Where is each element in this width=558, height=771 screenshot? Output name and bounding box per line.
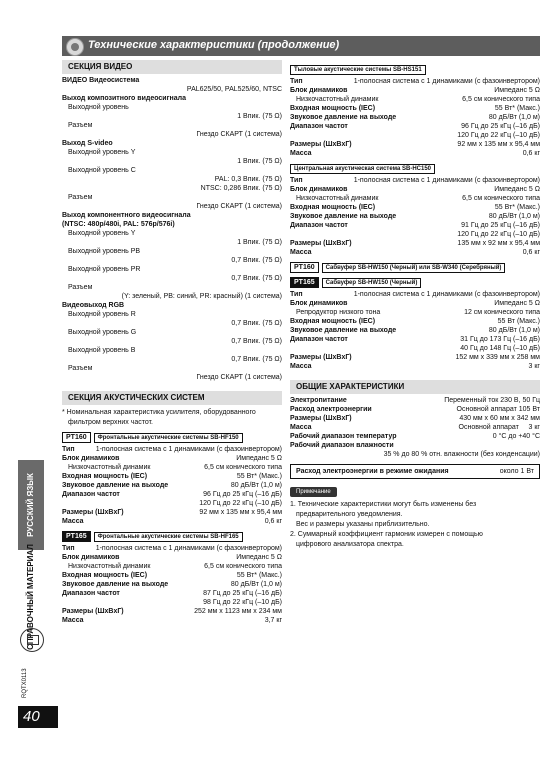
dim-label: Размеры (ШxВxГ) (290, 141, 352, 148)
language-label: РУССКИЙ ЯЗЫК (26, 473, 35, 537)
woofer-value: 6,5 см конического типа (204, 563, 282, 570)
general-section-title: ОБЩИЕ ХАРАКТЕРИСТИКИ (290, 380, 540, 394)
type-value: 1-полосная система с 1 динамиками (с фазоинвертором) (353, 177, 540, 184)
freq-value: 31 Гц до 173 Гц (–16 дБ) (460, 336, 540, 343)
power-supply-value: Переменный ток 230 В, 50 Гц (444, 397, 540, 404)
freq-value: 96 Гц до 25 кГц (–16 дБ) (203, 491, 282, 498)
power-label: Входная мощность (IEC) (290, 318, 376, 325)
front2-title: Фронтальные акустические системы SB-HF165 (94, 532, 243, 542)
dim-value: 135 мм x 92 мм x 95,4 мм (457, 240, 540, 247)
power-value: 55 Вт* (Макс.) (236, 473, 282, 480)
side-tab (18, 460, 44, 690)
spl-value: 80 дБ/Вт (1,0 м) (230, 482, 282, 489)
woofer-label: Репродуктор низкого тона (296, 309, 381, 316)
power-value: 55 Вт* (Макс.) (494, 204, 540, 211)
svideo-c-label: Выходной уровень C (68, 167, 136, 174)
woofer-value: 6,5 см конического типа (462, 195, 540, 202)
rgb-b-label: Выходной уровень B (68, 347, 136, 354)
spl-label: Звуковое давление на выходе (290, 327, 397, 334)
svideo-y-value: 1 Впик. (75 Ω) (237, 158, 282, 165)
power-label: Входная мощность (IEC) (290, 105, 376, 112)
woofer-value: 12 см конического типа (464, 309, 540, 316)
composite-title: Выход композитного видеосигнала (62, 95, 186, 102)
note-1-cont: Вес и размеры указаны приблизительно. (296, 521, 430, 528)
spl-label: Звуковое давление на выходе (290, 213, 397, 220)
dim-value: 92 мм x 135 мм x 95,4 мм (457, 141, 540, 148)
spl-label: Звуковое давление на выходе (290, 114, 397, 121)
video-system-value: PAL625/50, PAL525/60, NTSC (186, 86, 282, 93)
freq-value: 87 Гц до 25 кГц (–16 дБ) (203, 590, 282, 597)
type-label: Тип (290, 177, 303, 184)
dim-label: Размеры (ШxВxГ) (62, 509, 124, 516)
driver-value: Импеданс 5 Ω (494, 300, 540, 307)
surround-title: Тыловые акустические системы SB-HS151 (290, 65, 426, 75)
note-1-cont: предварительного уведомления. (296, 511, 403, 518)
standby-value: около 1 Вт (499, 468, 534, 475)
freq-label: Диапазон частот (290, 336, 348, 343)
svideo-c-ntsc: NTSC: 0,286 Впик. (75 Ω) (200, 185, 282, 192)
model-tag: PT165 (62, 531, 91, 542)
sub-heading-2 (290, 277, 540, 288)
video-section-title: СЕКЦИЯ ВИДЕО (62, 60, 282, 74)
dim-value: 430 мм x 60 мм x 342 мм (459, 415, 540, 422)
mass-label: Масса (290, 363, 312, 370)
spl-value: 80 дБ/Вт (1,0 м) (488, 327, 540, 334)
sub-title-2: Сабвуфер SB-HW150 (Черный) (322, 278, 422, 288)
driver-label: Блок динамиков (62, 455, 120, 462)
language-tab (18, 460, 44, 550)
power-value: 55 Вт* (Макс.) (494, 105, 540, 112)
svideo-title: Выход S-video (62, 140, 113, 147)
page-number: 40 (18, 706, 58, 728)
type-label: Тип (290, 78, 303, 85)
woofer-value: 6,5 см конического типа (462, 96, 540, 103)
note-2-cont: цифрового анализатора спектра. (296, 541, 404, 548)
sub-title-1: Сабвуфер SB-HW150 (Черный) или SB-W340 (Серебряный) (322, 263, 506, 273)
component-sub: (NTSC: 480p/480i, PAL: 576p/576i) (62, 221, 175, 228)
svideo-y-label: Выходной уровень Y (68, 149, 136, 156)
mass-value: 3 кг (528, 424, 540, 431)
standby-box (290, 464, 540, 479)
freq-label: Диапазон частот (62, 491, 120, 498)
mass-label: Масса (62, 617, 84, 624)
mass-label: Масса (290, 424, 312, 431)
spl-value: 80 дБ/Вт (1,0 м) (488, 213, 540, 220)
rgb-r-value: 0,7 Впик. (75 Ω) (231, 320, 282, 327)
svideo-conn-label: Разъем (68, 194, 93, 201)
component-pr-label: Выходной уровень PR (68, 266, 141, 273)
driver-value: Импеданс 5 Ω (236, 455, 282, 462)
driver-value: Импеданс 5 Ω (494, 87, 540, 94)
dim-value: 92 мм x 135 мм x 95,4 мм (199, 509, 282, 516)
acoustic-note-1: * Номинальная характеристика усилителя, оборудованного (62, 409, 256, 416)
reference-label: СПРАВОЧНЫЙ МАТЕРИАЛ (26, 544, 35, 650)
rgb-r-label: Выходной уровень R (68, 311, 136, 318)
type-label: Тип (62, 446, 75, 453)
rgb-b-value: 0,7 Впик. (75 Ω) (231, 356, 282, 363)
power-label: Входная мощность (IEC) (62, 572, 148, 579)
freq-value: 120 Гц до 22 кГц (–10 дБ) (457, 132, 540, 139)
model-tag: PT165 (290, 277, 319, 288)
component-pr-value: 0,7 Впик. (75 Ω) (231, 275, 282, 282)
component-y-value: 1 Впик. (75 Ω) (237, 239, 282, 246)
type-value: 1-полосная система с 1 динамиками (с фазоинвертором) (95, 446, 282, 453)
type-label: Тип (62, 545, 75, 552)
power-label: Входная мощность (IEC) (290, 204, 376, 211)
component-conn-label: Разъем (68, 284, 93, 291)
front2-heading (62, 531, 282, 542)
rgb-conn-value: Гнездо СКАРТ (1 система) (196, 374, 282, 381)
freq-value: 98 Гц до 22 кГц (–10 дБ) (203, 599, 282, 606)
mass-value: 0,6 кг (522, 249, 540, 256)
acoustic-note-2: фильтром верхних частот. (68, 419, 153, 426)
model-tag: PT160 (62, 432, 91, 443)
humidity-value: 35 % до 80 % отн. влажности (без конденсации) (383, 451, 540, 458)
temp-label: Рабочий диапазон температур (290, 433, 397, 440)
mass-value: 0,6 кг (264, 518, 282, 525)
freq-label: Диапазон частот (62, 590, 120, 597)
power-value: 55 Вт* (Макс.) (236, 572, 282, 579)
rgb-g-value: 0,7 Впик. (75 Ω) (231, 338, 282, 345)
right-column (290, 60, 540, 550)
center-heading (290, 163, 540, 174)
dim-value: 152 мм x 339 мм x 258 мм (455, 354, 540, 361)
freq-value: 120 Гц до 22 кГц (–10 дБ) (199, 500, 282, 507)
dim-label: Размеры (ШxВxГ) (290, 240, 352, 247)
dim-label: Размеры (ШxВxГ) (290, 415, 352, 422)
component-y-label: Выходной уровень Y (68, 230, 136, 237)
power-label: Входная мощность (IEC) (62, 473, 148, 480)
consumption-label: Расход электроэнергии (290, 406, 372, 413)
woofer-label: Низкочастотный динамик (296, 195, 379, 202)
video-system-label: ВИДЕО Видеосистема (62, 77, 140, 84)
component-title: Выход компонентного видеосигнала (62, 212, 191, 219)
rgb-conn-label: Разъем (68, 365, 93, 372)
woofer-label: Низкочастотный динамик (68, 563, 151, 570)
note-1: 1. Технические характеристики могут быть изменены без (290, 501, 477, 508)
mass-value: 0,6 кг (522, 150, 540, 157)
component-pb-label: Выходной уровень PB (68, 248, 141, 255)
dim-value: 252 мм x 1123 мм x 234 мм (194, 608, 282, 615)
composite-conn-label: Разъем (68, 122, 93, 129)
svideo-c-pal: PAL: 0,3 Впик. (75 Ω) (214, 176, 282, 183)
mass-label: Масса (62, 518, 84, 525)
type-value: 1-полосная система с 1 динамиками (с фазоинвертором) (95, 545, 282, 552)
acoustic-section-title: СЕКЦИЯ АКУСТИЧЕСКИХ СИСТЕМ (62, 391, 282, 405)
page-title: Технические характеристики (продолжение) (88, 39, 340, 51)
model-tag: PT160 (290, 262, 319, 273)
mass-value: 3 кг (528, 363, 540, 370)
power-supply-label: Электропитание (290, 397, 347, 404)
center-title: Центральная акустическая система SB-HC150 (290, 164, 435, 174)
sub-heading-1 (290, 262, 540, 273)
temp-value: 0 °C до +40 °C (492, 433, 540, 440)
rgb-g-label: Выходной уровень G (68, 329, 137, 336)
driver-label: Блок динамиков (290, 300, 348, 307)
woofer-value: 6,5 см конического типа (204, 464, 282, 471)
doc-code: RQTX0113 (22, 668, 28, 698)
driver-value: Импеданс 5 Ω (494, 186, 540, 193)
dim-label: Размеры (ШxВxГ) (290, 354, 352, 361)
note-2: 2. Суммарный коэффициент гармоник измерен с помощью (290, 531, 483, 538)
spl-value: 80 дБ/Вт (1,0 м) (488, 114, 540, 121)
freq-value: 120 Гц до 22 кГц (–10 дБ) (457, 231, 540, 238)
freq-label: Диапазон частот (290, 222, 348, 229)
book-icon (20, 628, 44, 652)
humidity-label: Рабочий диапазон влажности (290, 442, 394, 449)
note-tag: Примечание (290, 487, 337, 497)
disc-icon (66, 38, 84, 56)
front1-heading (62, 432, 282, 443)
composite-conn-value: Гнездо СКАРТ (1 система) (196, 131, 282, 138)
composite-level-value: 1 Впик. (75 Ω) (237, 113, 282, 120)
component-conn-value: (Y: зеленый, PB: синий, PR: красный) (1 система) (121, 293, 282, 300)
dim-label: Размеры (ШxВxГ) (62, 608, 124, 615)
mass-label: Масса (290, 150, 312, 157)
woofer-label: Низкочастотный динамик (68, 464, 151, 471)
rgb-title: Видеовыход RGB (62, 302, 125, 309)
mass-value: 3,7 кг (264, 617, 282, 624)
freq-label: Диапазон частот (290, 123, 348, 130)
left-column (62, 60, 282, 626)
driver-label: Блок динамиков (290, 186, 348, 193)
driver-value: Импеданс 5 Ω (236, 554, 282, 561)
consumption-value: Основной аппарат 105 Вт (456, 406, 540, 413)
spl-label: Звуковое давление на выходе (62, 581, 169, 588)
driver-label: Блок динамиков (290, 87, 348, 94)
mass-label: Масса (290, 249, 312, 256)
freq-value: 91 Гц до 25 кГц (–16 дБ) (461, 222, 540, 229)
section-header (62, 36, 540, 56)
component-pb-value: 0,7 Впик. (75 Ω) (231, 257, 282, 264)
type-value: 1-полосная система с 1 динамиками (с фазоинвертором) (353, 78, 540, 85)
power-value: 55 Вт (Макс.) (497, 318, 540, 325)
surround-heading (290, 64, 540, 75)
mass-value: Основной аппарат (458, 424, 519, 431)
front1-title: Фронтальные акустические системы SB-HF150 (94, 433, 243, 443)
driver-label: Блок динамиков (62, 554, 120, 561)
freq-value: 40 Гц до 148 Гц (–10 дБ) (460, 345, 540, 352)
freq-value: 96 Гц до 25 кГц (–16 дБ) (461, 123, 540, 130)
spl-value: 80 дБ/Вт (1,0 м) (230, 581, 282, 588)
svideo-conn-value: Гнездо СКАРТ (1 система) (196, 203, 282, 210)
composite-level-label: Выходной уровень (68, 104, 129, 111)
woofer-label: Низкочастотный динамик (296, 96, 379, 103)
type-label: Тип (290, 291, 303, 298)
standby-label: Расход электроэнергии в режиме ожидания (296, 468, 449, 475)
spl-label: Звуковое давление на выходе (62, 482, 169, 489)
type-value: 1-полосная система с 1 динамиками (с фазоинвертором) (353, 291, 540, 298)
